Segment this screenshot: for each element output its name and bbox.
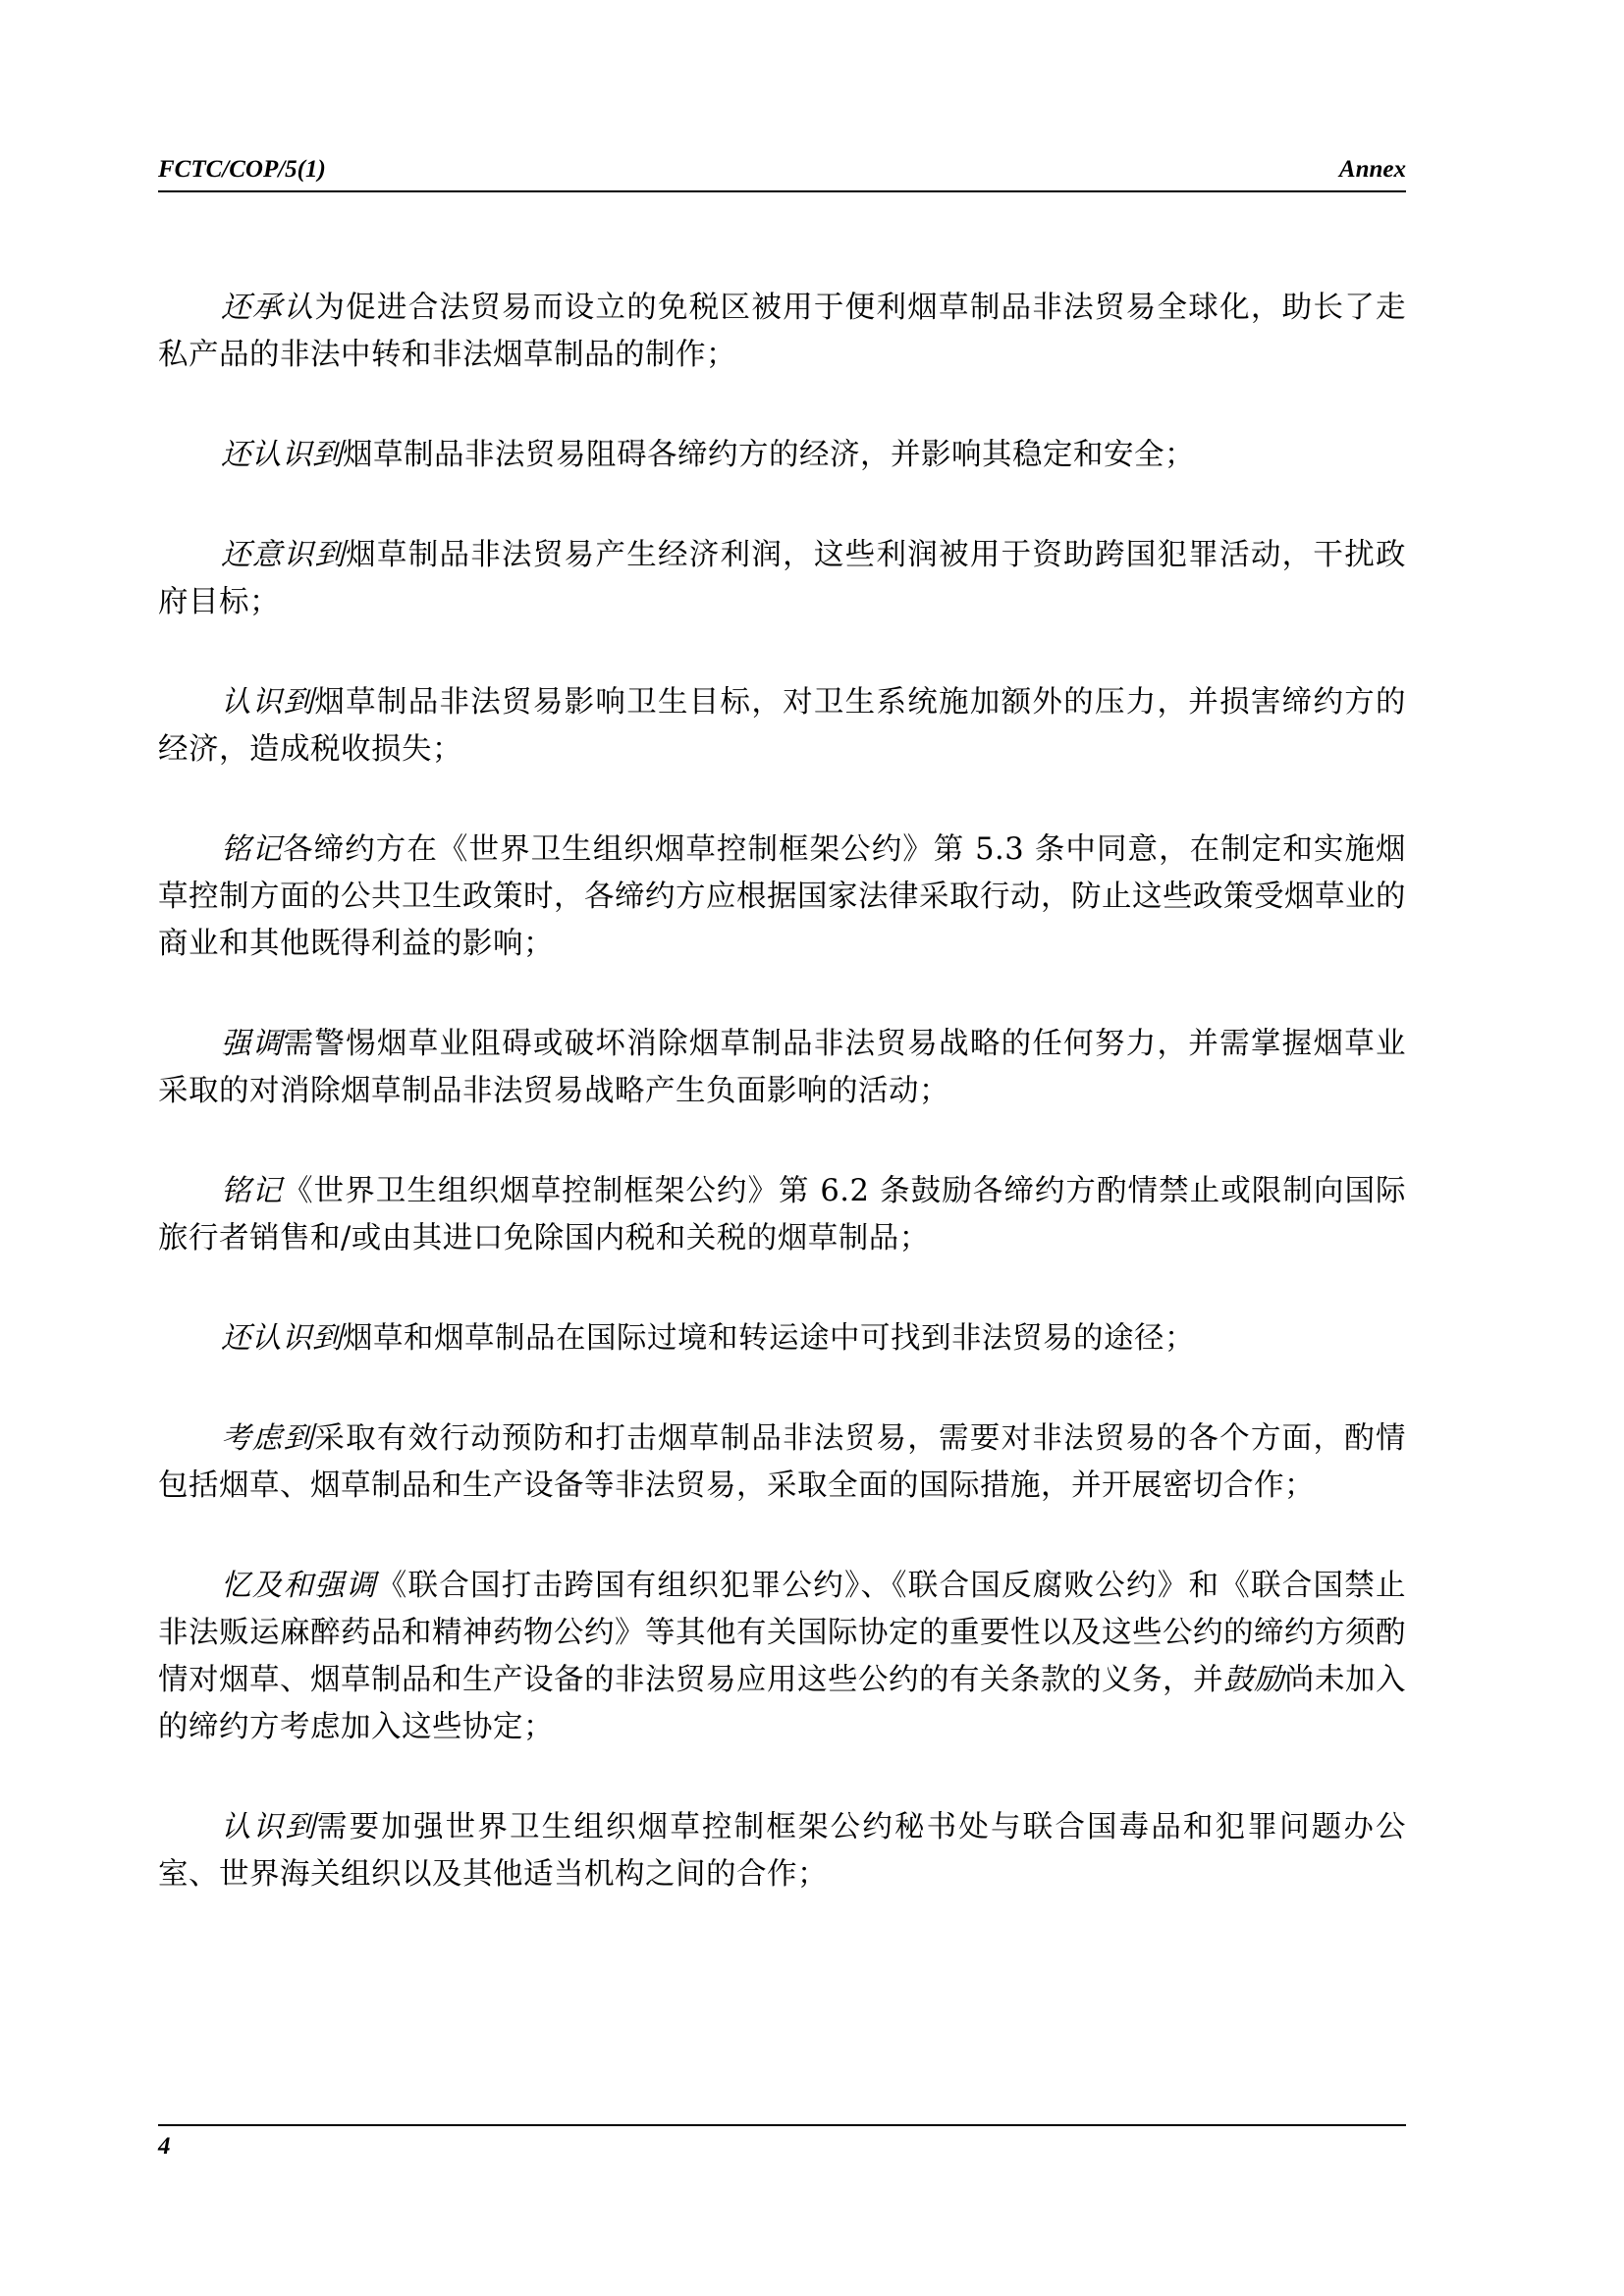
page-number: 4 [158,2133,171,2160]
paragraph-text: 烟草制品非法贸易阻碍各缔约方的经济，并影响其稳定和安全； [343,438,1195,472]
page-footer [158,2124,1406,2160]
paragraph [158,1415,1406,1510]
paragraph-lead: 认识到 [221,1810,317,1844]
paragraph [158,1021,1406,1115]
paragraph [158,1315,1406,1362]
paragraph-lead: 铭记 [221,1174,284,1208]
paragraph [158,1804,1406,1898]
paragraph-lead: 认识到 [221,685,315,720]
paragraph-text: 烟草和烟草制品在国际过境和转运途中可找到非法贸易的途径； [343,1321,1195,1356]
paragraph-text: 烟草制品非法贸易产生经济利润，这些利润被用于资助跨国犯罪活动，干扰政府目标； [158,538,1407,619]
paragraph [158,679,1406,774]
paragraph [158,285,1406,379]
paragraph-lead-secondary: 鼓励 [1223,1663,1284,1697]
document-body [158,285,1406,1898]
paragraph [158,827,1406,968]
paragraph-text: 为促进合法贸易而设立的免税区被用于便利烟草制品非法贸易全球化，助长了走私产品的非法中转和非法烟草制品的制作； [158,291,1407,372]
paragraph-lead: 考虑到 [221,1421,315,1456]
paragraph-text-secondary: 尚未加入的缔约方考虑加入这些协定； [158,1663,1406,1744]
paragraph-lead: 忆及和强调 [221,1569,377,1603]
paragraph-text: 采取有效行动预防和打击烟草制品非法贸易，需要对非法贸易的各个方面，酌情包括烟草、烟草制品和生产设备等非法贸易，采取全面的国际措施，并开展密切合作； [158,1421,1407,1503]
paragraph-text: 各缔约方在《世界卫生组织烟草控制框架公约》第 5.3 条中同意，在制定和实施烟草控制方面的公共卫生政策时，各缔约方应根据国家法律采取行动，防止这些政策受烟草业的商业和其他既得利益的影响； [158,832,1406,961]
paragraph-lead: 强调 [221,1027,284,1061]
paragraph-text: 需警惕烟草业阻碍或破坏消除烟草制品非法贸易战略的任何努力，并需掌握烟草业采取的对消除烟草制品非法贸易战略产生负面影响的活动； [158,1027,1407,1108]
paragraph [158,532,1406,626]
paragraph [158,432,1406,479]
paragraph-lead: 还认识到 [221,438,343,472]
paragraph-lead: 还承认 [221,291,315,325]
paragraph-lead: 还意识到 [221,538,347,572]
page-header [158,155,1406,192]
section-label: Annex [1338,156,1406,183]
paragraph-text: 《世界卫生组织烟草控制框架公约》第 6.2 条鼓励各缔约方酌情禁止或限制向国际旅行者销售和/或由其进口免除国内税和关税的烟草制品； [158,1174,1406,1255]
paragraph-lead: 铭记 [221,832,284,867]
paragraph-text: 《联合国打击跨国有组织犯罪公约》、《联合国反腐败公约》和《联合国禁止非法贩运麻醉药品和精神药物公约》等其他有关国际协定的重要性以及这些公约的缔约方须酌情对烟草、烟草制品和生产设备的非法贸易应用这些公约的有关条款的义务，并 [158,1569,1406,1697]
paragraph-lead: 还认识到 [221,1321,343,1356]
document-code: FCTC/COP/5(1) [158,156,326,183]
paragraph-text: 需要加强世界卫生组织烟草控制框架公约秘书处与联合国毒品和犯罪问题办公室、世界海关组织以及其他适当机构之间的合作； [158,1810,1406,1892]
paragraph [158,1168,1406,1262]
paragraph [158,1563,1406,1751]
paragraph-text: 烟草制品非法贸易影响卫生目标，对卫生系统施加额外的压力，并损害缔约方的经济，造成税收损失； [158,685,1407,767]
